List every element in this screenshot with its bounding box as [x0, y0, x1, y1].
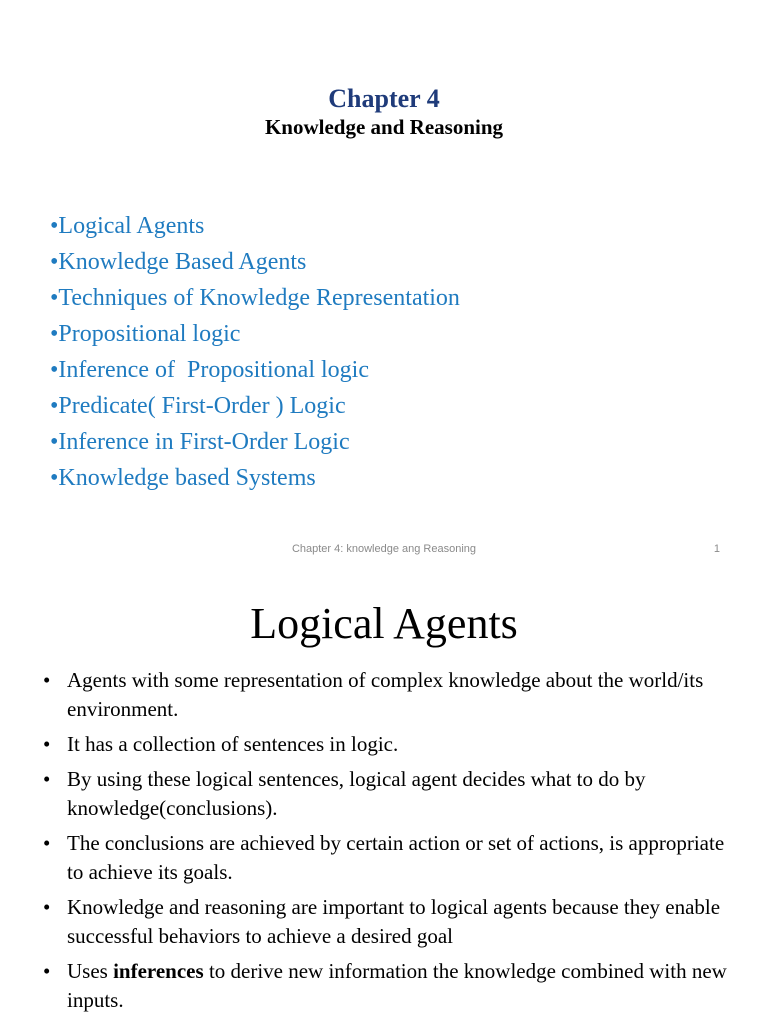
slide-title: Logical Agents	[250, 599, 518, 648]
bullet-item	[40, 829, 730, 887]
slide-2	[0, 576, 768, 1024]
bullet-text-bold: inferences	[113, 959, 204, 983]
bullet-text-prefix: Uses	[67, 959, 114, 983]
topic-item: •Logical Agents	[50, 213, 205, 239]
bullet-item	[40, 765, 730, 823]
bullet-text: Knowledge and reasoning are important to logical agents because they enable successful behaviors to achieve a desired goal	[67, 895, 721, 948]
bullet-list	[40, 666, 730, 1021]
topic-item: •Techniques of Knowledge Representation	[50, 285, 460, 311]
chapter-subtitle: Knowledge and Reasoning	[264, 115, 504, 139]
bullet-item	[40, 957, 730, 1015]
bullet-dot: •	[43, 732, 51, 756]
bullet-text-suffix: to derive new information the knowledge combined with new inputs.	[67, 959, 727, 1012]
page-number: 1	[713, 543, 720, 555]
bullet-text: It has a collection of sentences in logic.	[67, 732, 399, 756]
bullet-dot: •	[43, 767, 51, 791]
bullet-item	[40, 666, 730, 724]
bullet-text: Agents with some representation of complex knowledge about the world/its environment.	[67, 668, 704, 721]
topic-list	[50, 208, 460, 496]
bullet-item	[40, 730, 730, 759]
chapter-title: Chapter 4	[328, 84, 440, 113]
bullet-dot: •	[43, 959, 51, 983]
topic-item: •Predicate( First-Order ) Logic	[50, 393, 346, 419]
topic-item: •Knowledge based Systems	[50, 465, 316, 491]
topic-item: •Knowledge Based Agents	[50, 249, 307, 275]
slide-footer: Chapter 4: knowledge ang Reasoning	[291, 543, 477, 555]
bullet-dot: •	[43, 895, 51, 919]
topic-item: •Inference of Propositional logic	[50, 357, 369, 383]
bullet-text: By using these logical sentences, logical agent decides what to do by knowledge(conclusions).	[67, 767, 646, 820]
topic-item: •Propositional logic	[50, 321, 241, 347]
bullet-item	[40, 893, 730, 951]
bullet-dot: •	[43, 668, 51, 692]
bullet-text: The conclusions are achieved by certain action or set of actions, is appropriate to achieve its goals.	[67, 831, 725, 884]
topic-item: •Inference in First-Order Logic	[50, 429, 350, 455]
bullet-dot: •	[43, 831, 51, 855]
